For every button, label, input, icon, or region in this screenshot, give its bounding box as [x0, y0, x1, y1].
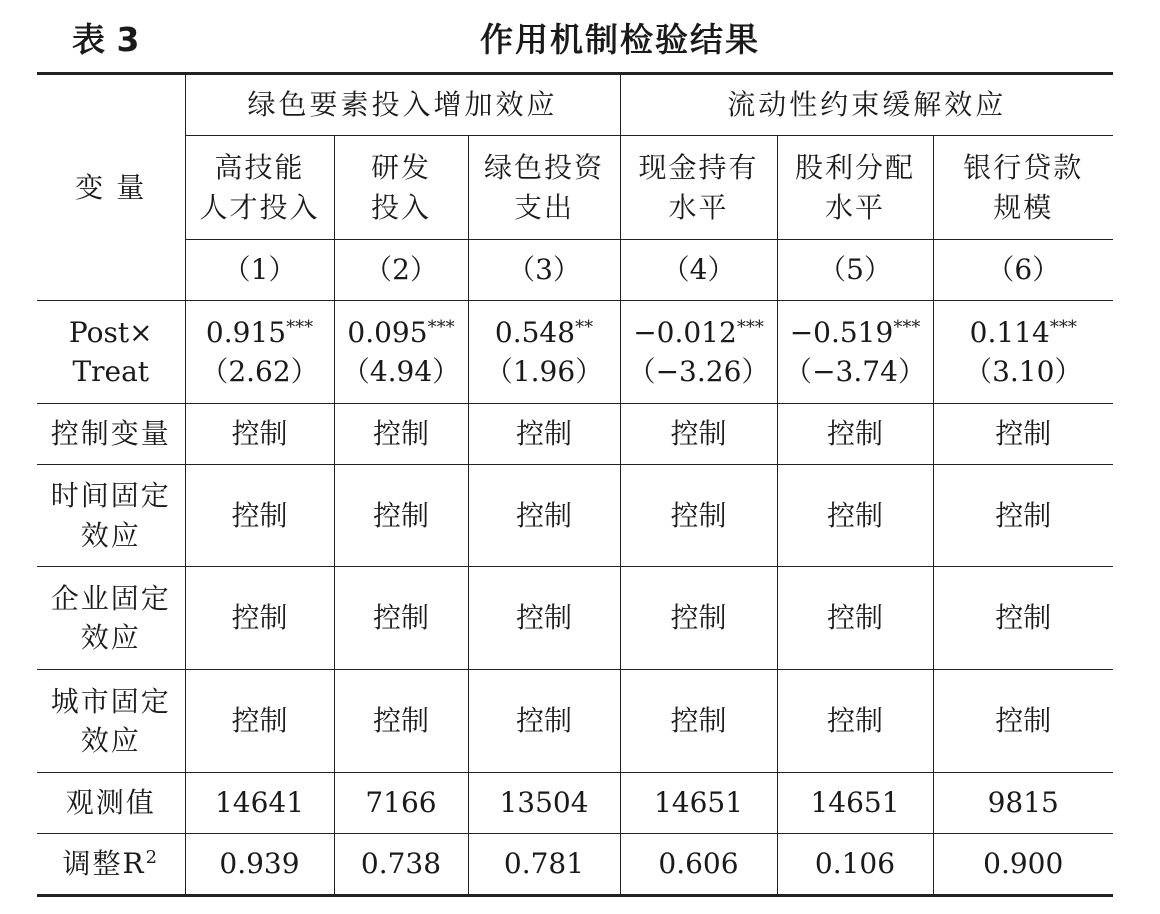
group-header-liquidity: 流动性约束缓解效应 [620, 74, 1113, 136]
control-cell: 控制 [185, 670, 334, 773]
row-label-city-fe: 城市固定 效应 [37, 670, 185, 773]
adjusted-r2-row [37, 834, 1113, 896]
observation-cell: 14641 [185, 773, 334, 834]
control-cell: 控制 [468, 465, 620, 567]
r2-cell: 0.900 [933, 834, 1113, 896]
control-cell: 控制 [777, 567, 933, 670]
control-variables-row [37, 404, 1113, 465]
city-fixed-effect-row [37, 670, 1113, 773]
control-cell: 控制 [933, 465, 1113, 567]
firm-fixed-effect-row [37, 567, 1113, 670]
group-header-row [37, 74, 1113, 136]
coefficient-cell: 0.114*** （3.10） [933, 301, 1113, 404]
control-cell: 控制 [933, 567, 1113, 670]
control-cell: 控制 [620, 567, 777, 670]
table-label: 表 3 [72, 20, 140, 59]
coefficient-cell: −0.012*** （−3.26） [620, 301, 777, 404]
observation-cell: 14651 [777, 773, 933, 834]
results-table [37, 72, 1113, 897]
column-number: （1） [185, 240, 334, 301]
column-header: 现金持有 水平 [620, 136, 777, 240]
control-cell: 控制 [468, 670, 620, 773]
r2-cell: 0.781 [468, 834, 620, 896]
observation-cell: 13504 [468, 773, 620, 834]
column-number-row [37, 240, 1113, 301]
control-cell: 控制 [468, 404, 620, 465]
column-number: （3） [468, 240, 620, 301]
table-title: 作用机制检验结果 [480, 20, 760, 59]
control-cell: 控制 [185, 465, 334, 567]
column-header: 股利分配 水平 [777, 136, 933, 240]
time-fixed-effect-row [37, 465, 1113, 567]
column-number: （4） [620, 240, 777, 301]
row-label-controls: 控制变量 [37, 404, 185, 465]
column-header: 银行贷款 规模 [933, 136, 1113, 240]
control-cell: 控制 [334, 567, 468, 670]
control-cell: 控制 [777, 404, 933, 465]
control-cell: 控制 [620, 465, 777, 567]
column-number: （2） [334, 240, 468, 301]
coefficient-cell: 0.915*** （2.62） [185, 301, 334, 404]
row-label-time-fe: 时间固定 效应 [37, 465, 185, 567]
table-caption [0, 0, 1160, 72]
column-header: 研发 投入 [334, 136, 468, 240]
column-header: 绿色投资 支出 [468, 136, 620, 240]
row-label-observations: 观测值 [37, 773, 185, 834]
observation-cell: 7166 [334, 773, 468, 834]
post-treat-row [37, 301, 1113, 404]
stub-header: 变 量 [37, 74, 185, 301]
control-cell: 控制 [468, 567, 620, 670]
control-cell: 控制 [777, 465, 933, 567]
coefficient-cell: 0.548** （1.96） [468, 301, 620, 404]
group-header-green-input: 绿色要素投入增加效应 [185, 74, 620, 136]
row-label-adjusted-r2: 调整$R^2$ [37, 834, 185, 896]
column-number: （5） [777, 240, 933, 301]
observation-cell: 9815 [933, 773, 1113, 834]
control-cell: 控制 [933, 404, 1113, 465]
coefficient-cell: −0.519*** （−3.74） [777, 301, 933, 404]
control-cell: 控制 [334, 404, 468, 465]
control-cell: 控制 [933, 670, 1113, 773]
control-cell: 控制 [185, 567, 334, 670]
column-number: （6） [933, 240, 1113, 301]
control-cell: 控制 [777, 670, 933, 773]
r2-cell: 0.606 [620, 834, 777, 896]
r2-cell: 0.738 [334, 834, 468, 896]
control-cell: 控制 [620, 670, 777, 773]
control-cell: 控制 [620, 404, 777, 465]
control-cell: 控制 [334, 465, 468, 567]
control-cell: 控制 [334, 670, 468, 773]
column-header: 高技能 人才投入 [185, 136, 334, 240]
observations-row [37, 773, 1113, 834]
control-cell: 控制 [185, 404, 334, 465]
row-label-post-treat: Post× Treat [37, 301, 185, 404]
r2-cell: 0.106 [777, 834, 933, 896]
observation-cell: 14651 [620, 773, 777, 834]
row-label-firm-fe: 企业固定 效应 [37, 567, 185, 670]
r2-cell: 0.939 [185, 834, 334, 896]
coefficient-cell: 0.095*** （4.94） [334, 301, 468, 404]
column-header-row [37, 136, 1113, 240]
